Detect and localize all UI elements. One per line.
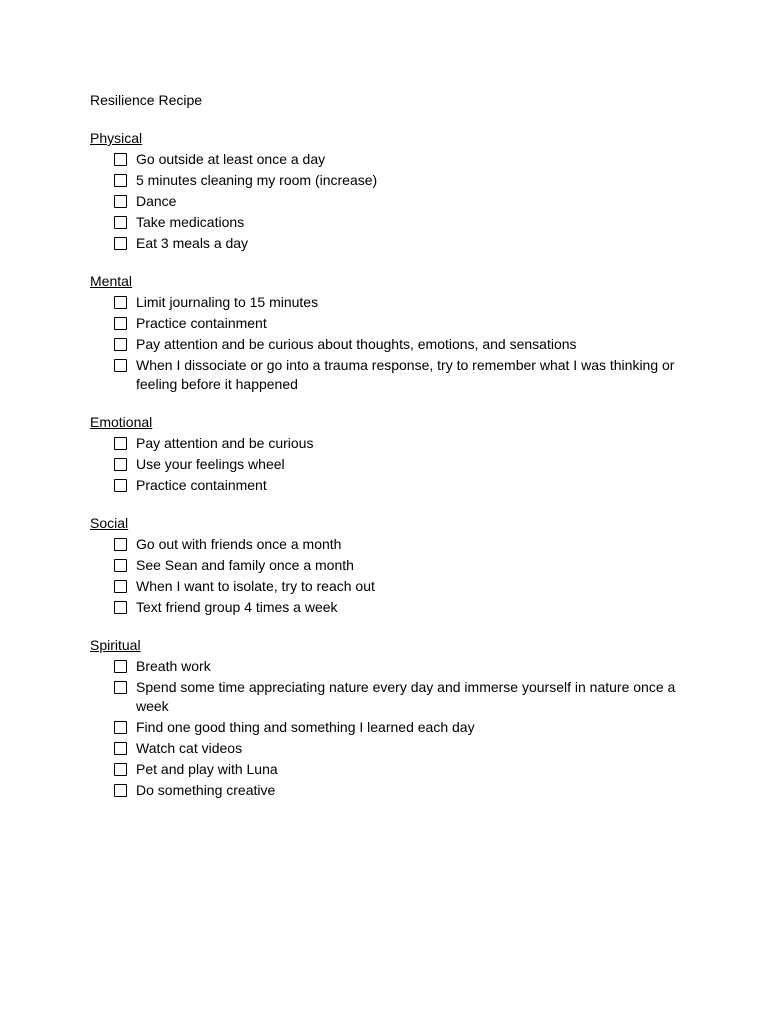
checkbox[interactable]: [114, 437, 127, 450]
checklist-item-label: When I want to isolate, try to reach out: [136, 578, 375, 594]
checkbox[interactable]: [114, 721, 127, 734]
checkbox[interactable]: [114, 763, 127, 776]
checklist-item-label: Pet and play with Luna: [136, 761, 278, 777]
checkbox[interactable]: [114, 338, 127, 351]
checklist-item: [114, 314, 680, 333]
section-heading: Spiritual: [90, 637, 141, 653]
checklist-item-label: Practice containment: [136, 315, 267, 331]
checklist-item-label: Go outside at least once a day: [136, 151, 326, 167]
checklist-item-label: When I dissociate or go into a trauma response, try to remember what I was thinking or feeling before it happened: [136, 357, 675, 392]
checkbox[interactable]: [114, 784, 127, 797]
checkbox[interactable]: [114, 742, 127, 755]
checklist-item: [114, 760, 680, 779]
section-mental: [90, 272, 680, 394]
checkbox[interactable]: [114, 174, 127, 187]
section-heading: Social: [90, 515, 129, 531]
checklist-item-label: Breath work: [136, 658, 211, 674]
checkbox[interactable]: [114, 580, 127, 593]
checklist-item-label: Eat 3 meals a day: [136, 235, 249, 251]
checklist: [90, 150, 680, 253]
checklist-item-label: Watch cat videos: [136, 740, 243, 756]
checkbox[interactable]: [114, 458, 127, 471]
checklist-item: [114, 657, 680, 676]
section-social: [90, 514, 680, 617]
checklist-item: [114, 335, 680, 354]
checkbox[interactable]: [114, 538, 127, 551]
checklist-item: [114, 192, 680, 211]
checklist-item: [114, 293, 680, 312]
checklist-item: [114, 781, 680, 800]
checklist-item: [114, 234, 680, 253]
checklist-item: [114, 556, 680, 575]
checklist: [90, 535, 680, 617]
checklist-item: [114, 598, 680, 617]
section-emotional: [90, 413, 680, 495]
checklist-item-label: Pay attention and be curious about thoughts, emotions, and sensations: [136, 336, 577, 352]
section-spiritual: [90, 636, 680, 800]
checklist-item-label: Find one good thing and something I learned each day: [136, 719, 475, 735]
checklist-item-label: 5 minutes cleaning my room (increase): [136, 172, 378, 188]
section-physical: [90, 129, 680, 253]
checklist-item-label: Go out with friends once a month: [136, 536, 342, 552]
section-heading: Mental: [90, 273, 133, 289]
section-heading: Physical: [90, 130, 143, 146]
checkbox[interactable]: [114, 681, 127, 694]
document-title: Resilience Recipe: [90, 92, 203, 108]
checklist-item: [114, 455, 680, 474]
checklist-item-label: Practice containment: [136, 477, 267, 493]
checklist-item: [114, 739, 680, 758]
checklist-item-label: Text friend group 4 times a week: [136, 599, 338, 615]
checklist: [90, 293, 680, 394]
section-heading: Emotional: [90, 414, 153, 430]
checkbox[interactable]: [114, 559, 127, 572]
checklist-item: [114, 213, 680, 232]
checkbox[interactable]: [114, 216, 127, 229]
checklist-item: [114, 678, 680, 716]
checkbox[interactable]: [114, 359, 127, 372]
checkbox[interactable]: [114, 317, 127, 330]
checklist-item-label: Dance: [136, 193, 177, 209]
checklist-item-label: Take medications: [136, 214, 245, 230]
checklist-item-label: Use your feelings wheel: [136, 456, 285, 472]
checklist-item-label: Do something creative: [136, 782, 276, 798]
checklist-item: [114, 434, 680, 453]
checkbox[interactable]: [114, 296, 127, 309]
checkbox[interactable]: [114, 601, 127, 614]
checkbox[interactable]: [114, 153, 127, 166]
checklist-item-label: Spend some time appreciating nature every day and immerse yourself in nature once a week: [136, 679, 676, 714]
checklist-item: [114, 577, 680, 596]
checklist-item: [114, 171, 680, 190]
checklist-item: [114, 718, 680, 737]
checkbox[interactable]: [114, 660, 127, 673]
checklist-item: [114, 476, 680, 495]
checklist: [90, 434, 680, 495]
checkbox[interactable]: [114, 237, 127, 250]
checkbox[interactable]: [114, 479, 127, 492]
checklist-item: [114, 150, 680, 169]
checklist-item: [114, 535, 680, 554]
document-page: [90, 91, 680, 819]
checklist-item-label: Limit journaling to 15 minutes: [136, 294, 319, 310]
checklist-item: [114, 356, 680, 394]
checklist: [90, 657, 680, 800]
checkbox[interactable]: [114, 195, 127, 208]
checklist-item-label: Pay attention and be curious: [136, 435, 314, 451]
checklist-item-label: See Sean and family once a month: [136, 557, 354, 573]
